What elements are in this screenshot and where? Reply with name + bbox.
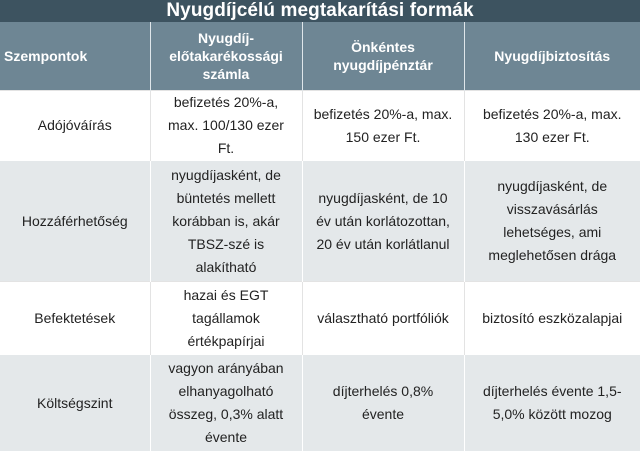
table-row [0,91,640,161]
row-label-accessibility: Hozzáférhetőség [0,161,150,282]
header-pension-savings-account: Nyugdíj-előtakarékossági számla [150,22,302,91]
table-title: Nyugdíjcélú megtakarítási formák [0,0,640,22]
header-voluntary-pension-fund: Önkéntes nyugdíjpénztár [302,22,464,91]
table-cell: befizetés 20%-a, max. 130 ezer Ft. [464,91,640,161]
table-cell: befizetés 20%-a, max. 100/130 ezer Ft. [150,91,302,161]
table-cell: nyugdíjasként, de 10 év után korlátozottan, 20 év után korlátlanul [302,161,464,282]
table-row [0,161,640,282]
row-label-tax-credit: Adójóváírás [0,91,150,161]
table-cell: befizetés 20%-a, max. 150 ezer Ft. [302,91,464,161]
table-cell: vagyon arányában elhanyagolható összeg, 0,3% alatt évente [150,355,302,451]
header-criteria: Szempontok [0,22,150,91]
table-cell: nyugdíjasként, de visszavásárlás lehetséges, ami meglehetősen drága [464,161,640,282]
table-row [0,282,640,355]
header-row [0,22,640,91]
table-cell: választható portfóliók [302,282,464,355]
table-cell: díjterhelés 0,8% évente [302,355,464,451]
table-cell: nyugdíjasként, de büntetés mellett korábban is, akár TBSZ-szé is alakítható [150,161,302,282]
row-label-investments: Befektetések [0,282,150,355]
row-label-cost-level: Költségszint [0,355,150,451]
header-pension-insurance: Nyugdíjbiztosítás [464,22,640,91]
table-cell: biztosító eszközalapjai [464,282,640,355]
comparison-table [0,22,640,451]
table-cell: hazai és EGT tagállamok értékpapírjai [150,282,302,355]
table-cell: díjterhelés évente 1,5-5,0% között mozog [464,355,640,451]
